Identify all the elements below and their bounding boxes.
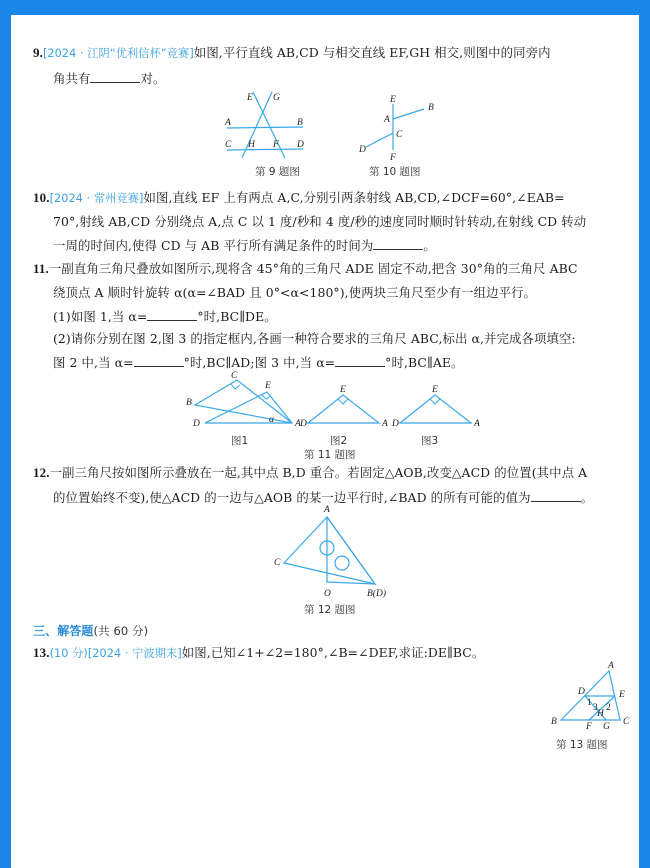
section-3-heading <box>33 623 148 639</box>
question-9-line-1 <box>33 45 551 62</box>
question-10-line-2: 70°,射线 AB,CD 分别绕点 A,点 C 以 1 度/秒和 4 度/秒的速度同时顺时针转动,在射线 CD 转动 <box>53 214 587 229</box>
question-text: °时,BC∥AD;图 3 中,当 α= <box>183 355 336 370</box>
triangle-ade <box>205 392 292 423</box>
figure-9-caption: 第 9 题图 <box>255 166 300 178</box>
question-11-part-2: (2)请你分别在图 2,图 3 的指定框内,各画一种符合要求的三角尺 ABC,标出 α,并完成各项填空: <box>53 331 576 346</box>
label-d: D <box>297 140 304 150</box>
label-d: D <box>578 687 585 697</box>
question-number: 10. <box>33 190 50 205</box>
figure-9 <box>215 90 325 160</box>
points-tag: (10 分) <box>49 647 88 660</box>
triangle-ade <box>308 395 379 423</box>
right-angle-e <box>338 399 348 404</box>
question-text: 。 <box>423 238 436 253</box>
label-2: 2 <box>606 703 611 713</box>
figure-12-caption: 第 12 题图 <box>304 604 356 616</box>
label-f: F <box>586 722 592 732</box>
question-text: °时,BC∥DE。 <box>197 309 277 324</box>
answer-blank[interactable] <box>134 354 184 367</box>
label-e: E <box>619 690 625 700</box>
figure-10-caption: 第 10 题图 <box>369 166 421 178</box>
figure-13 <box>548 663 628 733</box>
figure-13-caption: 第 13 题图 <box>556 739 608 751</box>
triangle-acd <box>284 517 375 584</box>
answer-blank[interactable] <box>531 489 581 502</box>
section-points: (共 60 分) <box>93 624 149 638</box>
label-b: B <box>551 717 557 727</box>
label-a: A <box>225 118 231 128</box>
source-tag: [2024 · 常州竞赛] <box>49 192 144 205</box>
label-d: D <box>359 145 366 155</box>
question-11-line-1 <box>33 261 578 277</box>
figure-11-3 <box>392 385 483 433</box>
label-g: G <box>273 93 280 103</box>
label-h: H <box>248 140 255 150</box>
label-b: B <box>186 398 192 408</box>
label-e: E <box>265 381 271 391</box>
question-9-line-2 <box>53 70 165 87</box>
ray-cd <box>366 133 393 147</box>
triangle-ade <box>400 395 471 423</box>
source-tag: [2024 · 江阴“优利信杯”竞赛] <box>42 47 194 60</box>
label-c: C <box>396 130 403 140</box>
question-11-part-2-fill <box>53 354 464 371</box>
label-d: D <box>193 419 200 429</box>
figure-11-1 <box>183 371 301 432</box>
question-text: (1)如图 1,当 α= <box>53 309 148 324</box>
label-e: E <box>390 95 396 105</box>
question-text: 一副三角尺按如图所示叠放在一起,其中点 B,D 重合。若固定△AOB,改变△ACD 的位置(其中点 A <box>49 465 588 480</box>
label-b: B <box>428 103 434 113</box>
question-12-line-1 <box>33 465 587 481</box>
label-a: A <box>608 661 614 671</box>
label-a: A <box>384 115 390 125</box>
worksheet-page <box>11 15 639 868</box>
question-text: 对。 <box>140 71 166 86</box>
label-3: 3 <box>593 703 598 713</box>
question-number: 11. <box>33 261 49 276</box>
figure-11-caption: 第 11 题图 <box>304 449 356 461</box>
figure-11-sub-3: 图3 <box>421 435 439 447</box>
question-number: 13. <box>33 645 50 660</box>
label-d: D <box>392 419 399 429</box>
figure-12 <box>271 507 391 597</box>
right-angle-c <box>231 384 240 389</box>
triangle-aob <box>327 517 375 584</box>
label-a: A <box>474 419 480 429</box>
label-c: C <box>231 371 238 381</box>
label-c: C <box>274 558 281 568</box>
answer-blank[interactable] <box>147 308 197 321</box>
ray-ab <box>393 109 424 119</box>
question-text: 一周的时间内,使得 CD 与 AB 平行所有满足条件的时间为 <box>53 238 374 253</box>
label-c: C <box>225 140 232 150</box>
question-text: 如图,平行直线 AB,CD 与相交直线 EF,GH 相交,则图中的同旁内 <box>193 45 551 60</box>
source-tag: [2024 · 宁波期末] <box>87 647 182 660</box>
line-ab <box>227 127 303 128</box>
label-a: A <box>324 505 330 515</box>
label-bd: B(D) <box>367 589 386 599</box>
question-11-part-1 <box>53 308 277 325</box>
label-f: F <box>273 140 279 150</box>
question-text: 如图,直线 EF 上有两点 A,C,分别引两条射线 AB,CD,∠DCF=60°,∠EAB= <box>143 190 565 205</box>
right-angle-e <box>430 399 440 404</box>
question-10-line-1 <box>33 190 565 207</box>
label-d: D <box>300 419 307 429</box>
label-f: F <box>390 153 396 163</box>
label-b: B <box>297 118 303 128</box>
question-number: 9. <box>33 45 43 60</box>
triangle-abc <box>195 380 292 423</box>
label-o: O <box>324 589 331 599</box>
figure-11-sub-1: 图1 <box>231 435 249 447</box>
line-ef <box>253 92 285 158</box>
question-12-line-2 <box>53 489 593 506</box>
label-c: C <box>623 717 630 727</box>
question-text: 角共有 <box>53 71 91 86</box>
question-11-line-2: 绕顶点 A 顺时针旋转 α(α=∠BAD 且 0°<α<180°),使两块三角尺至少有一组边平行。 <box>53 285 537 300</box>
figure-10 <box>356 92 446 162</box>
question-text: 的位置始终不变),使△ACD 的一边与△AOB 的某一边平行时,∠BAD 的所有可能的值为 <box>53 490 531 505</box>
hole-2 <box>335 556 349 570</box>
label-e: E <box>247 93 253 103</box>
label-e: E <box>340 385 346 395</box>
question-text: °时,BC∥AE。 <box>385 355 464 370</box>
figure-11-sub-2: 图2 <box>330 435 348 447</box>
figure-11-2 <box>300 385 391 433</box>
answer-blank[interactable] <box>335 354 385 367</box>
answer-blank[interactable] <box>90 70 140 83</box>
label-e: E <box>432 385 438 395</box>
label-h: H <box>597 709 604 719</box>
label-1: 1 <box>587 698 592 708</box>
question-text: 。 <box>580 490 594 505</box>
question-text: 如图,已知∠1+∠2=180°,∠B=∠DEF,求证:DE∥BC。 <box>181 645 485 660</box>
question-10-line-3 <box>53 237 436 254</box>
answer-blank[interactable] <box>373 237 423 250</box>
question-13-line-1 <box>33 645 484 662</box>
label-g: G <box>603 722 610 732</box>
line-cd <box>227 149 303 150</box>
question-text: 一副直角三角尺叠放如图所示,现将含 45°角的三角尺 ADE 固定不动,把含 30°角的三角尺 ABC <box>48 261 578 276</box>
label-a: A <box>382 419 388 429</box>
question-number: 12. <box>33 465 50 480</box>
question-text: 图 2 中,当 α= <box>53 355 134 370</box>
label-a: A <box>295 419 301 429</box>
label-alpha: α <box>269 415 274 425</box>
section-title: 三、解答题 <box>33 624 94 638</box>
